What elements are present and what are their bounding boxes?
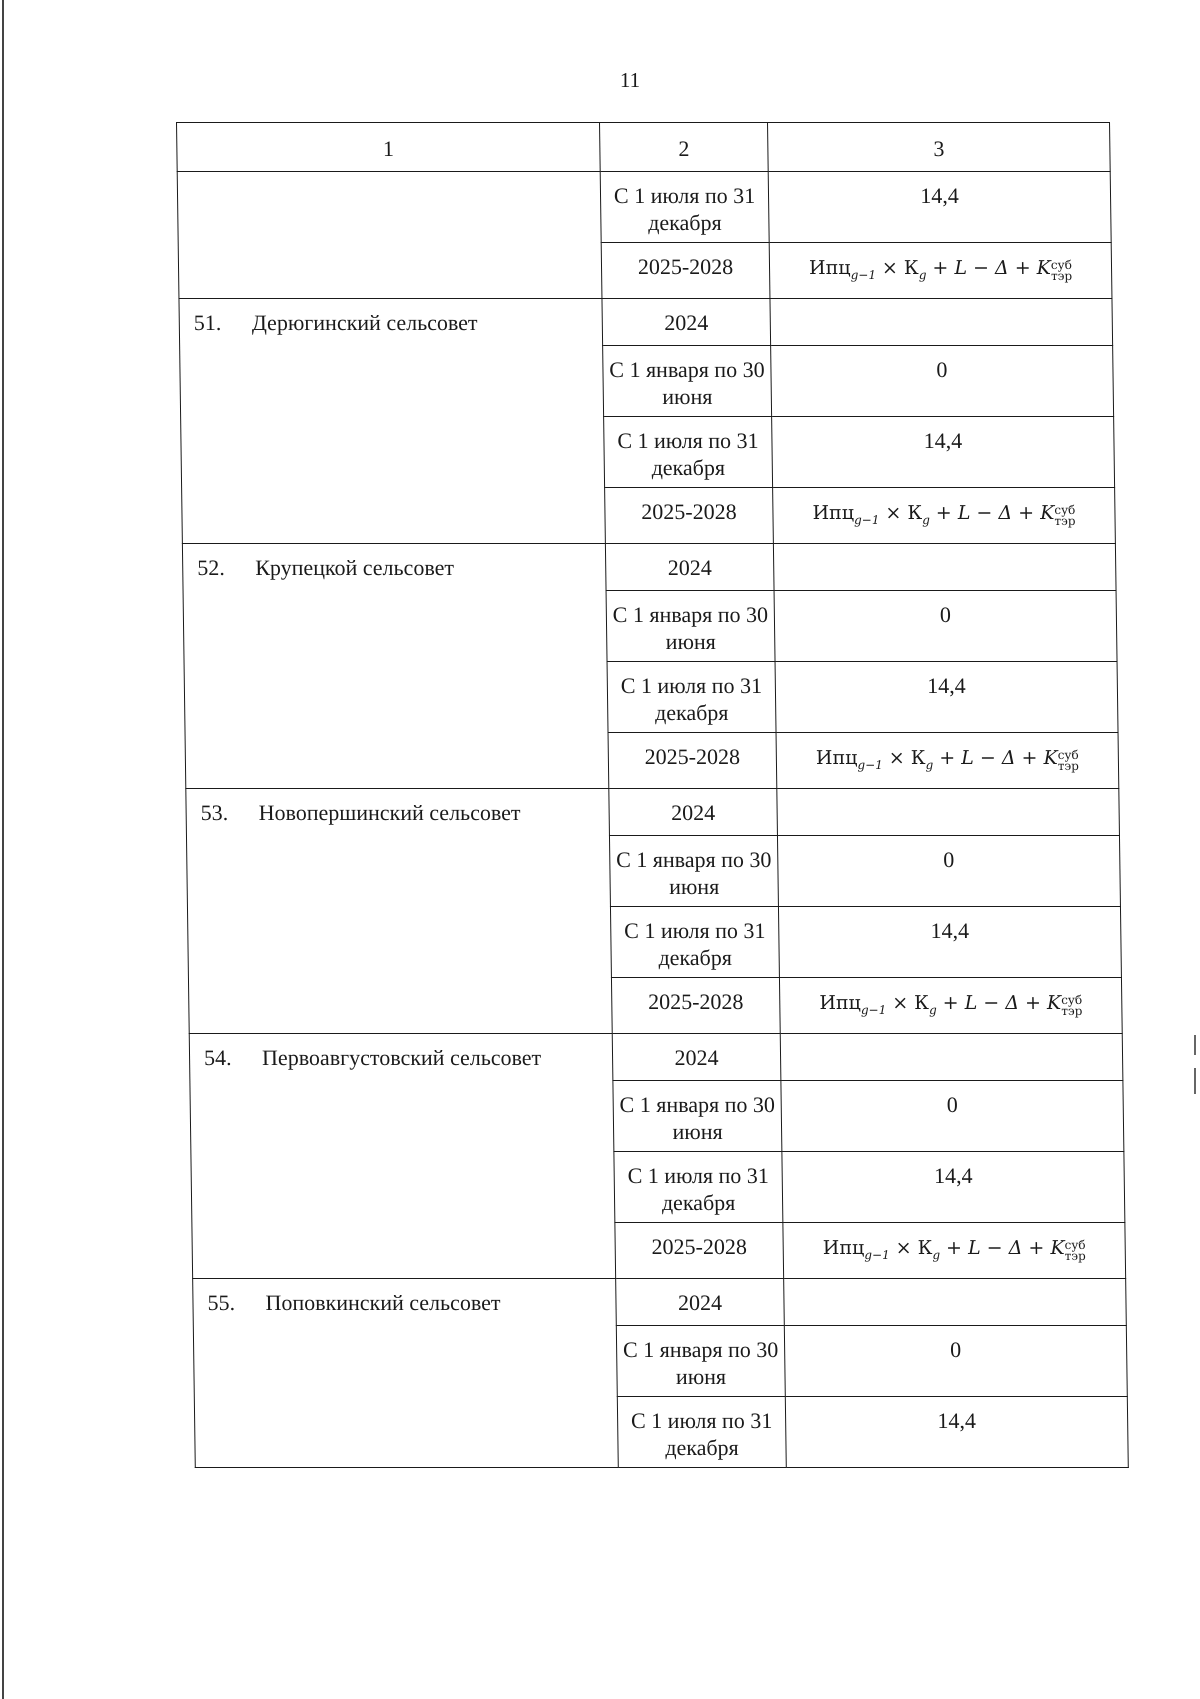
period-cell: С 1 января по 30 июня	[616, 1326, 785, 1397]
council-name: Дерюгинский сельсовет	[251, 310, 478, 335]
formula-sub: g−1	[853, 512, 880, 527]
formula-k: К	[903, 257, 919, 279]
formula-sub: тэр	[1061, 1004, 1083, 1018]
formula-base: Ипц	[822, 1237, 865, 1259]
period-cell: 2024	[612, 1034, 781, 1081]
formula-k2: K	[1039, 502, 1055, 524]
scan-mark	[1194, 1035, 1196, 1055]
period-cell: 2024	[605, 544, 774, 591]
value-cell: 14,4	[772, 417, 1115, 488]
formula-sub: g	[925, 757, 934, 772]
period-cell: С 1 июля по 31 декабря	[614, 1152, 783, 1223]
formula-k2: K	[1043, 747, 1058, 769]
scan-mark	[1194, 1068, 1196, 1094]
formula-op: ×	[888, 747, 905, 769]
value-cell	[773, 544, 1116, 591]
period-cell: С 1 июля по 31 декабря	[617, 1397, 786, 1468]
name-cell	[177, 172, 602, 299]
formula-k2: K	[1046, 992, 1062, 1014]
page-number: 11	[619, 68, 641, 92]
value-cell: 14,4	[778, 907, 1121, 978]
formula-supsub	[1054, 505, 1075, 527]
formula-supsub	[1061, 995, 1082, 1017]
formula-op: + L − Δ +	[942, 992, 1042, 1014]
name-cell	[186, 789, 612, 1034]
formula-sub: тэр	[1054, 514, 1076, 528]
header-cell: 3	[768, 123, 1111, 172]
formula-sub: g−1	[860, 1002, 887, 1017]
formula-k: К	[910, 747, 926, 769]
table-row	[189, 1034, 1123, 1081]
period-cell: 2025-2028	[611, 978, 780, 1034]
row-number: 53.	[200, 800, 229, 825]
period-cell: 2025-2028	[601, 243, 770, 299]
formula-sub: g	[932, 1247, 941, 1262]
formula-sub: g−1	[850, 267, 877, 282]
formula-supsub	[1058, 750, 1079, 772]
formula-base: Ипц	[815, 747, 858, 769]
value-cell: 0	[774, 591, 1117, 662]
formula-sup: суб	[1050, 258, 1072, 272]
formula-sub: g	[928, 1002, 937, 1017]
table-row	[186, 789, 1120, 836]
value-cell: 0	[771, 346, 1114, 417]
council-name: Первоавгустовский сельсовет	[261, 1045, 542, 1070]
formula	[815, 747, 1080, 773]
table-row	[177, 172, 1111, 243]
name-cell	[193, 1279, 619, 1468]
formula-sub: тэр	[1057, 759, 1080, 773]
value-cell: 0	[781, 1081, 1124, 1152]
header-cell: 2	[600, 123, 769, 172]
period-cell: С 1 июля по 31 декабря	[607, 662, 776, 733]
period-cell: С 1 января по 30 июня	[613, 1081, 782, 1152]
row-number: 51.	[193, 310, 222, 335]
formula	[822, 1237, 1086, 1263]
formula	[808, 257, 1073, 283]
formula-op: + L − Δ +	[935, 502, 1035, 524]
formula-sub: тэр	[1064, 1249, 1086, 1263]
period-cell: С 1 июля по 31 декабря	[600, 172, 769, 243]
value-cell: 14,4	[775, 662, 1118, 733]
formula-base: Ипц	[808, 257, 851, 279]
value-cell	[776, 733, 1119, 789]
value-cell	[777, 789, 1120, 836]
period-cell: 2024	[602, 299, 771, 346]
formula-sup: суб	[1064, 1238, 1086, 1252]
formula-op: + L − Δ +	[932, 257, 1031, 279]
value-cell	[784, 1279, 1127, 1326]
period-cell: С 1 июля по 31 декабря	[604, 417, 773, 488]
formula	[812, 502, 1076, 528]
value-cell	[779, 978, 1122, 1034]
period-cell: С 1 января по 30 июня	[606, 591, 775, 662]
formula-sup: суб	[1057, 748, 1079, 762]
table-body	[177, 123, 1129, 1468]
council-name: Новопершинский сельсовет	[258, 800, 521, 825]
value-cell	[773, 488, 1116, 544]
header-cell: 1	[177, 123, 601, 172]
value-cell	[783, 1223, 1126, 1279]
name-cell	[189, 1034, 615, 1279]
period-cell: 2024	[609, 789, 778, 836]
formula-k: К	[914, 992, 930, 1014]
value-cell: 14,4	[782, 1152, 1125, 1223]
value-cell	[769, 243, 1112, 299]
period-cell: 2025-2028	[608, 733, 777, 789]
scan-left-edge	[2, 0, 4, 1699]
formula-op: ×	[895, 1237, 912, 1259]
value-cell	[780, 1034, 1123, 1081]
name-cell	[179, 299, 605, 544]
formula-op: + L − Δ +	[939, 747, 1038, 769]
period-cell: С 1 января по 30 июня	[603, 346, 772, 417]
formula-op: + L − Δ +	[945, 1237, 1045, 1259]
formula-k: К	[907, 502, 923, 524]
formula-supsub	[1064, 1240, 1085, 1262]
table-row	[193, 1279, 1127, 1326]
formula-supsub	[1051, 260, 1072, 282]
table-row	[179, 299, 1113, 346]
value-cell: 0	[777, 836, 1120, 907]
formula-sub: g	[922, 512, 930, 527]
period-cell: С 1 июля по 31 декабря	[610, 907, 779, 978]
council-name: Крупецкой сельсовет	[255, 555, 455, 580]
table-row	[182, 544, 1116, 591]
row-number: 55.	[207, 1290, 236, 1315]
value-cell: 0	[784, 1326, 1127, 1397]
value-cell: 14,4	[768, 172, 1111, 243]
period-cell: 2025-2028	[615, 1223, 784, 1279]
formula	[819, 992, 1083, 1018]
row-number: 52.	[197, 555, 225, 580]
formula-sub: g−1	[864, 1247, 890, 1262]
formula-sub: g	[918, 267, 927, 282]
formula-op: ×	[885, 502, 902, 524]
value-cell: 14,4	[785, 1397, 1128, 1468]
period-cell: С 1 января по 30 июня	[609, 836, 778, 907]
formula-base: Ипц	[819, 992, 861, 1014]
tariff-table	[176, 122, 1129, 1468]
formula-sup: суб	[1054, 503, 1076, 517]
value-cell	[770, 299, 1113, 346]
formula-op: ×	[881, 257, 899, 279]
period-cell: 2025-2028	[605, 488, 774, 544]
council-name: Поповкинский сельсовет	[265, 1290, 501, 1315]
header-row	[177, 123, 1111, 172]
name-cell	[182, 544, 608, 789]
period-cell: 2024	[616, 1279, 785, 1326]
formula-sub: тэр	[1050, 269, 1073, 283]
formula-k2: K	[1050, 1237, 1065, 1259]
formula-op: ×	[892, 992, 909, 1014]
formula-k: К	[917, 1237, 933, 1259]
formula-base: Ипц	[812, 502, 855, 524]
row-number: 54.	[203, 1045, 232, 1070]
formula-sub: g−1	[857, 757, 883, 772]
formula-k2: K	[1036, 257, 1052, 279]
formula-sup: суб	[1061, 993, 1083, 1007]
